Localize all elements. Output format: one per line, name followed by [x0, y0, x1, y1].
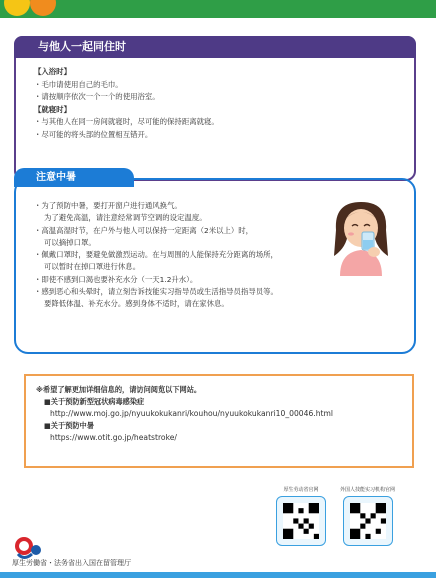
heatstroke-line: ・佩戴口罩时，要避免做激烈运动。在与周围的人能保持充分距离的场所， — [34, 250, 278, 260]
heatstroke-line: ・感到恶心和头晕时，请立刻告诉技能实习指导员或生活指导员指导员等。 — [34, 287, 278, 297]
info-link[interactable]: https://www.otit.go.jp/heatstroke/ — [50, 433, 177, 442]
bath-item: ・毛巾请使用自己的毛巾。 — [34, 79, 123, 89]
bottom-color-bar — [0, 572, 436, 578]
footer-ministry: 厚生労働省・法务省出入国在留管理厅 — [12, 559, 131, 567]
living-together-body — [34, 66, 404, 141]
info-link[interactable]: http://www.moj.go.jp/nyuukokukanri/kouhou/nyuukokukanri10_00046.html — [50, 409, 334, 418]
heatstroke-line: 可以暂时在掉口罩进行休息。 — [44, 262, 141, 272]
drinking-water-illustration — [326, 196, 396, 276]
heatstroke-body — [34, 200, 364, 311]
info-item-title: ■关于预防中暑 — [44, 421, 94, 430]
heatstroke-line: 要降低体温、补充水分。感到身体不适时，请在家休息。 — [44, 299, 229, 309]
sleep-label: 【就寝时】 — [34, 104, 71, 114]
qr-label: 外国人技能实习机构官网 — [340, 487, 396, 493]
heatstroke-line: 为了避免高温，请注意经常调节空调的设定温度。 — [44, 213, 207, 223]
top-color-bar — [0, 0, 436, 18]
bath-item: ・请按顺序依次一个一个的使用浴室。 — [34, 92, 160, 101]
info-intro: ※希望了解更加详细信息的，请访问阅览以下网站。 — [36, 385, 202, 394]
qr-frame[interactable] — [276, 496, 326, 546]
heatstroke-line: ・高温高湿时节，在户外与他人可以保持一定距离（2米以上）时， — [34, 225, 254, 235]
living-together-title: 与他人一起同住时 — [14, 36, 416, 58]
qr-code-icon — [350, 503, 386, 539]
heatstroke-line: ・为了预防中暑，要打开窗户进行通风换气。 — [34, 201, 182, 210]
sleep-item: ・尽可能的将头部的位置相互错开。 — [34, 129, 153, 139]
info-body — [36, 384, 406, 444]
qr-right — [340, 486, 395, 546]
heatstroke-title: 注意中暑 — [14, 168, 134, 187]
qr-code-icon — [283, 503, 319, 539]
qr-left — [276, 486, 326, 546]
info-item-title: ■关于预防新型冠状病毒感染症 — [44, 397, 145, 406]
sleep-item: ・与其他人在同一房间就寝时，尽可能的保持距离就寝。 — [34, 117, 219, 126]
heatstroke-line: ・即使不感到口渴也要补充水分（一天1.2升水）。 — [34, 274, 198, 284]
bath-label: 【入浴时】 — [34, 67, 71, 76]
qr-label: 厚生劳动省官网 — [283, 487, 319, 493]
heatstroke-line: 可以摘掉口罩。 — [44, 237, 96, 247]
qr-frame[interactable] — [343, 496, 393, 546]
